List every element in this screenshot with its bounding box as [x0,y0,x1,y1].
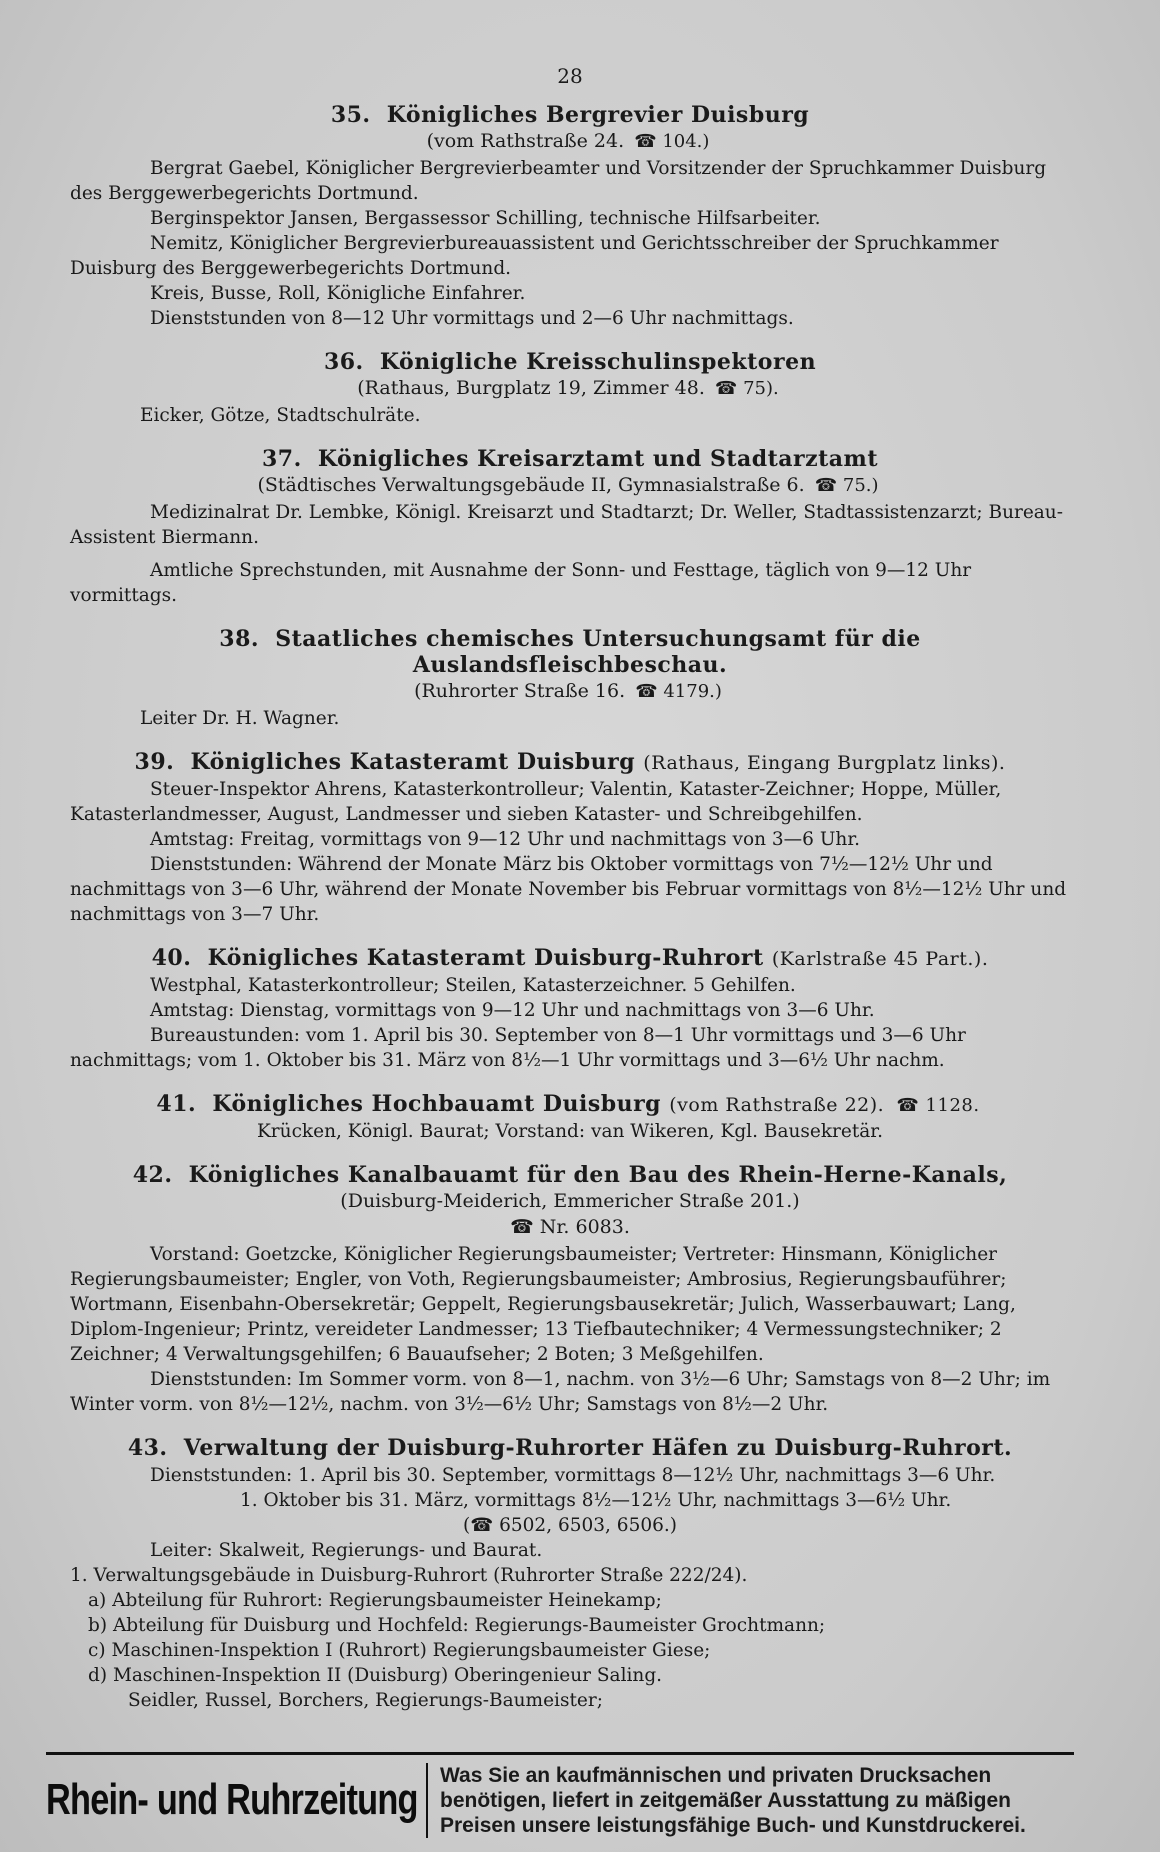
section-title: Königliches Katasteramt Duisburg [190,749,636,775]
section-35 [70,102,1070,331]
entry-line: Eicker, Götze, Stadtschulräte. [140,405,421,426]
phone-icon-number: ☎ 104.) [634,131,710,152]
entry-line: Amtliche Sprechstunden, mit Ausnahme der Sonn- und Festtage, täglich von 9—12 Uhr vormittags. [70,560,972,606]
entry-line: Berginspektor Jansen, Bergassessor Schilling, technische Hilfsarbeiter. [150,208,821,229]
phone-icon-number: ☎ Nr. 6083. [510,1216,630,1238]
section-38 [70,626,1070,731]
list-item: d) Maschinen-Inspektion II (Duisburg) Oberingenieur Saling. [88,1665,663,1686]
section-number: 35. [330,102,371,128]
entry-line: 1. Verwaltungsgebäude in Duisburg-Ruhrort (Ruhrorter Straße 222/24). [70,1565,748,1586]
address-text: (Rathaus, Burgplatz 19, Zimmer 48. [357,377,705,399]
section-42 [70,1162,1070,1417]
advertisement-text: Was Sie an kaufmännischen und privaten Drucksachen benötigen, liefert in zeitgemäßer Ausstattung zu mäßigen Preisen unsere leistungsfähige Buch- und Kunstdruckerei. [426,1763,1074,1838]
section-number: 42. [132,1162,173,1188]
section-number: 37. [261,446,302,472]
section-heading [70,102,1070,128]
section-title: Verwaltung der Duisburg-Ruhrorter Häfen zu Duisburg-Ruhrort. [183,1435,1013,1461]
entry-line: Amtstag: Dienstag, vormittags von 9—12 Uhr und nachmittags von 3—6 Uhr. [150,1000,875,1021]
page-number: 28 [557,64,583,88]
section-address: (Karlstraße 45 Part.). [771,948,989,970]
section-number: 41. [156,1091,197,1117]
list-item: c) Maschinen-Inspektion I (Ruhrort) Regierungsbaumeister Giese; [88,1640,711,1661]
entry-line: Leiter: Skalweit, Regierungs- und Baurat. [150,1540,543,1561]
entry-line: Dienststunden: Während der Monate März bis Oktober vormittags von 7½—12½ Uhr und nachmittags von 3—6 Uhr, während der Monate November bis Februar vormittags von 8½—12½ Uhr und nachmittags von 3—7 Uhr. [70,854,1067,925]
section-41 [70,1091,1070,1144]
section-address [70,130,1070,152]
section-39 [70,749,1070,927]
entry-line: 1. Oktober bis 31. März, vormittags 8½—12½ Uhr, nachmittags 3—6½ Uhr. [240,1490,952,1511]
entry-line: Dienststunden von 8—12 Uhr vormittags und 2—6 Uhr nachmittags. [150,308,794,329]
section-title: Staatliches chemisches Untersuchungsamt für die Auslandsfleischbeschau. [275,626,921,678]
section-36 [70,349,1070,428]
section-heading [70,446,1070,472]
section-heading [70,1162,1070,1188]
entry-line: Krücken, Königl. Baurat; Vorstand: van Wikeren, Kgl. Bausekretär. [256,1121,883,1142]
section-40 [70,945,1070,1073]
section-address: (vom Rathstraße 22). [669,1094,885,1116]
entry-line: Amtstag: Freitag, vormittags von 9—12 Uhr und nachmittags von 3—6 Uhr. [150,829,861,850]
section-number: 36. [323,349,364,375]
phone-icon-number: ☎ 1128. [896,1095,980,1116]
section-address [70,377,1070,399]
section-heading [70,749,1070,775]
entry-line: Bergrat Gaebel, Königlicher Bergrevierbeamter und Vorsitzender der Spruchkammer Duisburg des Berggewerbegerichts Dortmund. [70,158,1047,204]
section-number: 38. [219,626,260,652]
entry-line: Bureaustunden: vom 1. April bis 30. September von 8—1 Uhr vormittags und 3—6 Uhr nachmittags; vom 1. Oktober bis 31. März von 8½—1 Uhr vormittags und 3—6½ Uhr nachm. [70,1025,966,1071]
section-title: Königliches Kanalbauamt für den Bau des Rhein-Herne-Kanals, [188,1162,1008,1188]
address-text: (vom Rathstraße 24. [426,130,625,152]
address-text: (Städtisches Verwaltungsgebäude II, Gymnasialstraße 6. [257,474,805,496]
newspaper-logo: Rhein- und Ruhrzeitung [46,1775,418,1824]
address-text: (Ruhrorter Straße 16. [414,680,626,702]
section-43 [70,1435,1070,1713]
section-address: (Duisburg-Meiderich, Emmericher Straße 201.) [340,1190,800,1212]
section-number: 43. [127,1435,168,1461]
entry-line: Dienststunden: 1. April bis 30. September, vormittags 8—12½ Uhr, nachmittags 3—6 Uhr. [150,1465,996,1486]
section-title: Königliches Kreisarztamt und Stadtarztamt [317,446,879,472]
entry-line: Vorstand: Goetzcke, Königlicher Regierungsbaumeister; Vertreter: Hinsmann, Königlicher Regierungsbaumeister; Engler, von Voth, Regierungsbaumeister; Ambrosius, Regierungsbauführer; Wortmann, Eisenbahn-Obersekretär; Geppelt, Regierungsbausekretär; Julich, Wasserbauwart; Lang, Diplom-Ingenieur; Printz, vereideter Landmesser; 13 Tiefbautechniker; 4 Vermessungstechniker; 2 Zeichner; 4 Verwaltungsgehilfen; 6 Bauaufseher; 2 Boten; 3 Meßgehilfen. [70,1244,1016,1365]
section-title: Königliches Bergrevier Duisburg [386,102,810,128]
list-item: Seidler, Russel, Borchers, Regierungs-Baumeister; [128,1690,603,1711]
section-number: 40. [151,945,192,971]
entry-line: Dienststunden: Im Sommer vorm. von 8—1, nachm. von 3½—6 Uhr; Samstags von 8—2 Uhr; im Winter vorm. von 8½—12½, nachm. von 3½—6½ Uhr; Samstags von 8½—2 Uhr. [70,1369,1051,1415]
entry-line: Westphal, Katasterkontrolleur; Steilen, Katasterzeichner. 5 Gehilfen. [150,975,796,996]
section-heading [70,1435,1070,1461]
phone-icon-number: (☎ 6502, 6503, 6506.) [462,1515,677,1536]
section-address [70,680,1070,702]
section-number: 39. [134,749,175,775]
phone-icon-number: ☎ 75.) [814,475,879,496]
section-address [70,474,1070,496]
entry-line: Leiter Dr. H. Wagner. [140,708,340,729]
entry-line: Steuer-Inspektor Ahrens, Katasterkontrolleur; Valentin, Kataster-Zeichner; Hoppe, Müller, Katasterlandmesser, August, Landmesser und sieben Kataster- und Schreibgehilfen. [70,779,1002,825]
section-heading [70,945,1070,971]
section-37 [70,446,1070,608]
entry-line: Medizinalrat Dr. Lembke, Königl. Kreisarzt und Stadtarzt; Dr. Weller, Stadtassistenzarzt; Bureau-Assistent Biermann. [70,502,1063,548]
section-title: Königliche Kreisschulinspektoren [379,349,817,375]
entry-line: Nemitz, Königlicher Bergrevierbureauassistent und Gerichtsschreiber der Spruchkammer Duisburg des Berggewerbegerichts Dortmund. [70,233,999,279]
section-title: Königliches Hochbauamt Duisburg [212,1091,662,1117]
section-heading [70,349,1070,375]
section-address: (Rathaus, Eingang Burgplatz links). [643,752,1006,774]
list-item: a) Abteilung für Ruhrort: Regierungsbaumeister Heinekamp; [88,1590,662,1611]
section-heading [70,626,1070,678]
list-item: b) Abteilung für Duisburg und Hochfeld: Regierungs-Baumeister Grochtmann; [88,1615,826,1636]
department-list [70,1588,1070,1713]
section-heading [70,1091,1070,1117]
phone-icon-number: ☎ 75). [714,378,779,399]
section-title: Königliches Katasteramt Duisburg-Ruhrort [207,945,764,971]
advertisement [46,1752,1074,1845]
entry-line: Kreis, Busse, Roll, Königliche Einfahrer. [150,283,526,304]
phone-icon-number: ☎ 4179.) [635,681,722,702]
